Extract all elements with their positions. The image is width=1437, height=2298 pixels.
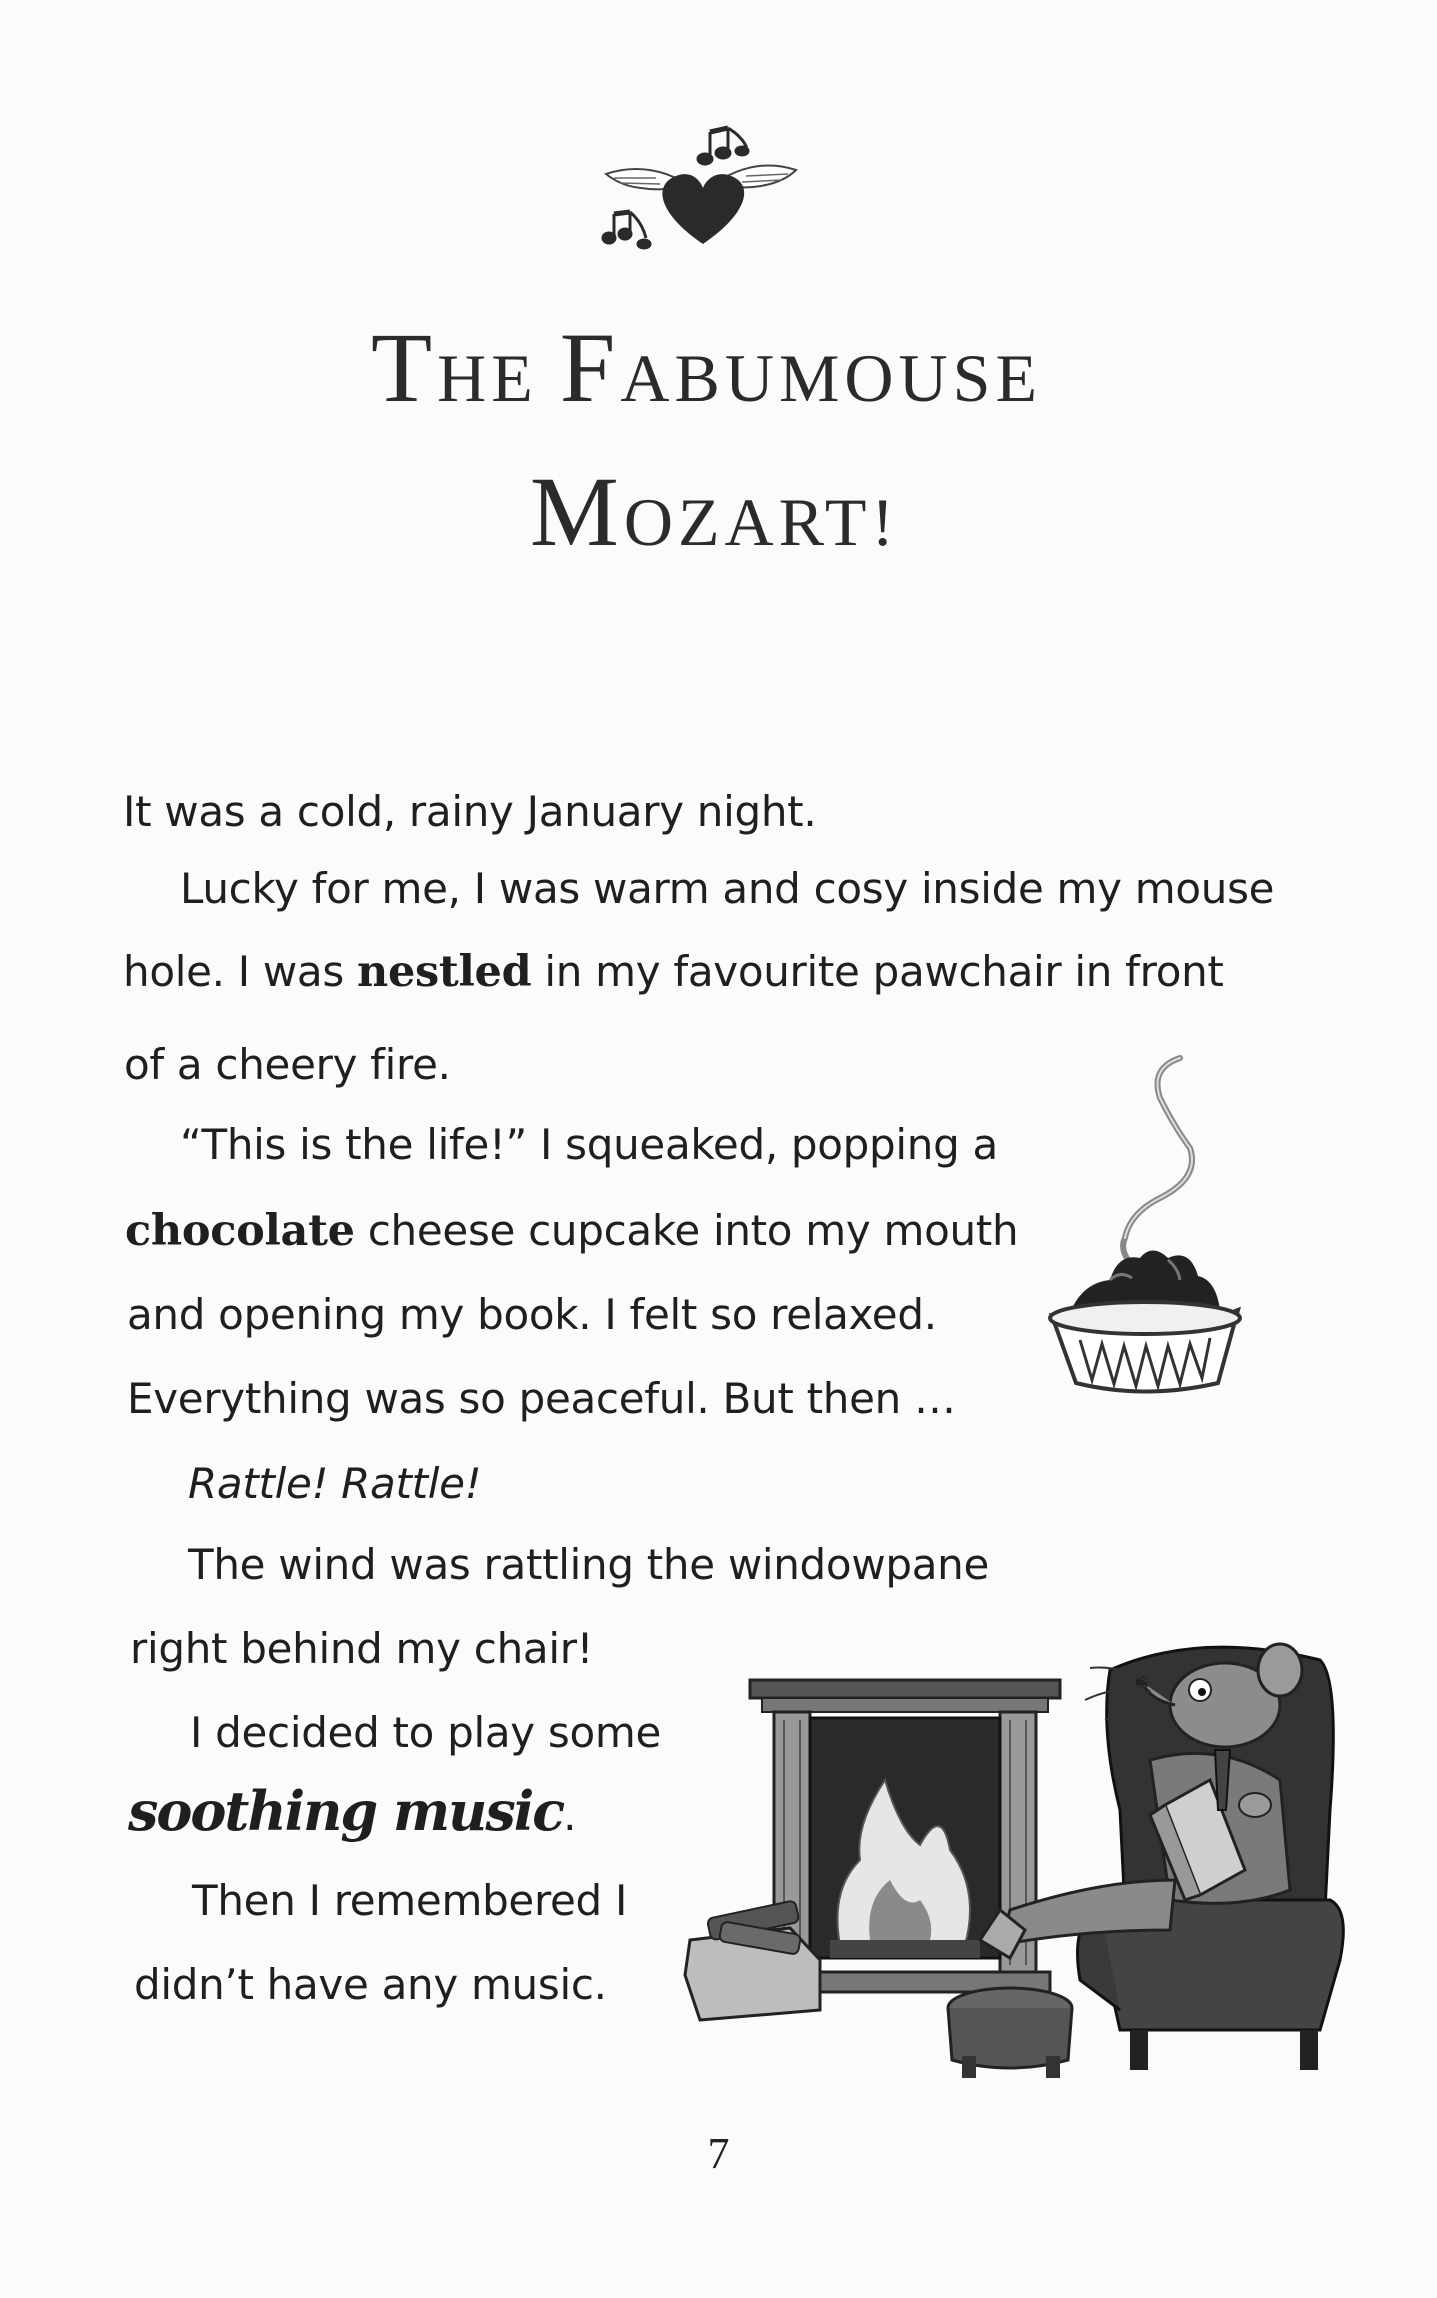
paragraph-3-line-3: and opening my book. I felt so relaxed. [127, 1290, 937, 1339]
paragraph-5-line-2: right behind my chair! [130, 1624, 594, 1673]
paragraph-1: It was a cold, rainy January night. [123, 787, 817, 836]
title-word-abumouse: ABUMOUSE [620, 340, 1042, 416]
title-word-ozart: OZART! [623, 484, 900, 560]
paragraph-3-line-2 [125, 1204, 1018, 1258]
paragraph-4-rattle: Rattle! Rattle! [188, 1459, 482, 1508]
paragraph-3-line-4: Everything was so peaceful. But then … [127, 1374, 956, 1423]
paragraph-2-line-3: of a cheery fire. [124, 1040, 451, 1089]
paragraph-6-line-1: I decided to play some [190, 1708, 662, 1757]
paragraph-3-line-1: “This is the life!” I squeaked, popping a [180, 1120, 998, 1169]
page-number: 7 [707, 2129, 730, 2178]
paragraph-7-line-1: Then I remembered I [192, 1876, 628, 1925]
cupcake-illustration [1040, 1048, 1250, 1398]
paragraph-5-line-1: The wind was rattling the windowpane [188, 1540, 990, 1589]
p3-text-b: cheese cupcake into my mouth [354, 1206, 1019, 1255]
p2-text-b: in my favourite pawchair in front [531, 947, 1224, 996]
title-word-he: HE [437, 340, 538, 416]
chapter-title-line-1 [0, 312, 1425, 423]
paragraph-2-line-1: Lucky for me, I was warm and cosy inside my mouse [180, 864, 1275, 913]
mouse-by-fireplace-illustration [680, 1610, 1360, 2080]
paragraph-2-line-2 [123, 945, 1224, 999]
title-cap-m: M [529, 456, 624, 567]
paragraph-7-line-2: didn’t have any music. [134, 1960, 607, 2009]
p6-period: . [563, 1791, 577, 1840]
emphasis-nestled: nestled [356, 947, 532, 997]
paragraph-6-line-2 [128, 1779, 577, 1843]
emphasis-soothing-music: soothing music [128, 1779, 564, 1843]
title-cap-f: F [559, 312, 621, 423]
title-cap-t: T [371, 312, 438, 423]
winged-heart-icon [596, 112, 806, 272]
chapter-title-line-2 [0, 456, 1433, 567]
emphasis-chocolate: chocolate [125, 1206, 355, 1256]
p2-text-a: hole. I was [123, 947, 357, 996]
